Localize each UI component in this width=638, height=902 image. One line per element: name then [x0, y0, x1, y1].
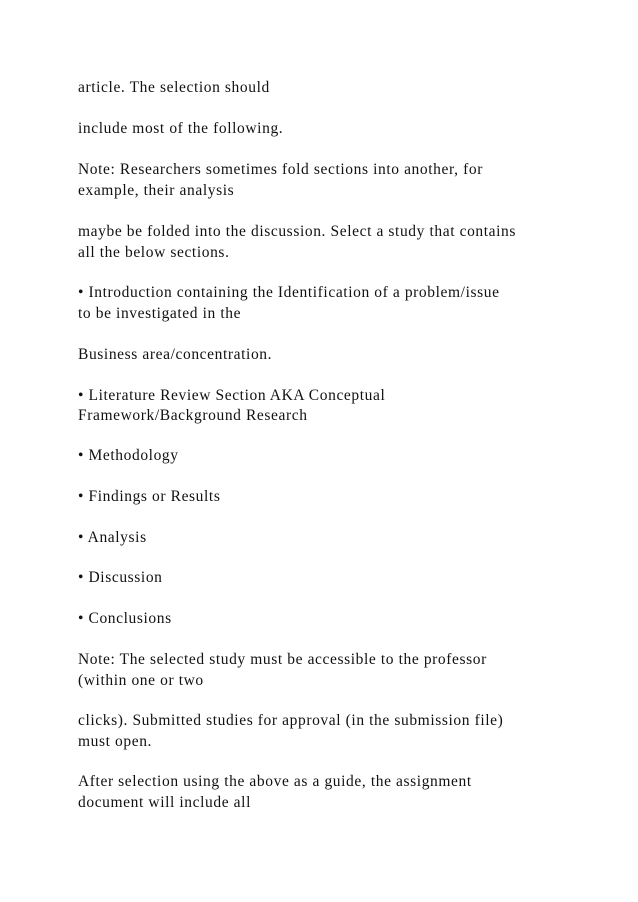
text-line: include most of the following.	[78, 120, 284, 137]
bullet-item: • Discussion	[78, 569, 163, 586]
text-line: Note: The selected study must be accessible to the professor	[78, 651, 487, 668]
bullet-item: • Conclusions	[78, 610, 172, 627]
text-line: document will include all	[78, 794, 251, 811]
bullet-item: • Analysis	[78, 529, 147, 546]
text-line: After selection using the above as a guide, the assignment	[78, 773, 472, 790]
text-line: all the below sections.	[78, 244, 230, 261]
text-line: example, their analysis	[78, 182, 235, 199]
bullet-item: • Introduction containing the Identification of a problem/issue	[78, 284, 500, 301]
text-line: Framework/Background Research	[78, 407, 308, 424]
text-line: to be investigated in the	[78, 305, 242, 322]
text-line: maybe be folded into the discussion. Select a study that contains	[78, 223, 517, 240]
text-line: Note: Researchers sometimes fold sections into another, for	[78, 161, 483, 178]
bullet-item: • Methodology	[78, 447, 179, 464]
text-line: (within one or two	[78, 672, 204, 689]
text-line: article. The selection should	[78, 79, 270, 96]
bullet-item: • Literature Review Section AKA Conceptual	[78, 387, 386, 404]
text-line: Business area/concentration.	[78, 346, 273, 363]
bullet-item: • Findings or Results	[78, 488, 221, 505]
text-line: must open.	[78, 733, 153, 750]
text-line: clicks). Submitted studies for approval (in the submission file)	[78, 712, 504, 729]
